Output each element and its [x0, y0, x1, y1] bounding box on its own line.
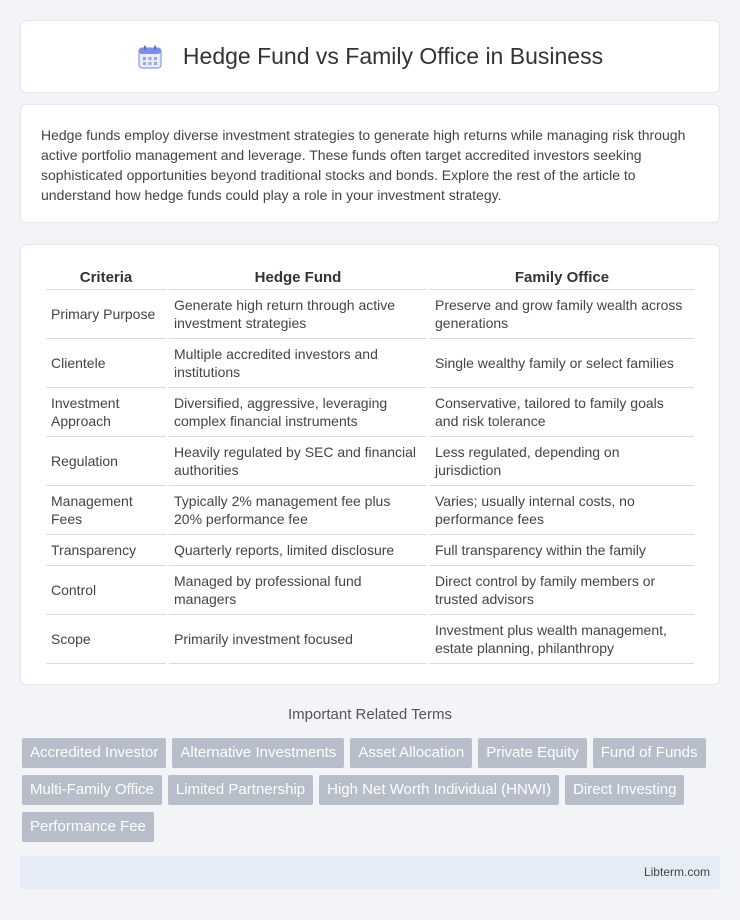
column-header: Hedge Fund [169, 265, 427, 290]
table-cell: Direct control by family members or trusted advisors [430, 566, 694, 615]
related-terms-heading: Important Related Terms [288, 706, 452, 723]
table-cell: Heavily regulated by SEC and financial authorities [169, 437, 427, 486]
term-tag[interactable]: Private Equity [478, 738, 587, 768]
table-cell: Scope [46, 615, 166, 664]
column-header: Criteria [46, 265, 166, 290]
footer-site-link[interactable]: Libterm.com [643, 865, 710, 879]
table-cell: Managed by professional fund managers [169, 566, 427, 615]
table-header-row [46, 265, 694, 290]
table-cell: Primary Purpose [46, 290, 166, 339]
table-row [46, 290, 694, 339]
table-cell: Quarterly reports, limited disclosure [169, 535, 427, 566]
table-cell: Management Fees [46, 486, 166, 535]
calendar-icon [137, 44, 163, 70]
table-cell: Varies; usually internal costs, no performance fees [430, 486, 694, 535]
table-row [46, 535, 694, 566]
table-row [46, 486, 694, 535]
table-row [46, 437, 694, 486]
term-tag[interactable]: Fund of Funds [593, 738, 706, 768]
intro-card [20, 104, 720, 223]
related-terms-list [22, 738, 722, 842]
footer [20, 856, 720, 889]
table-cell: Transparency [46, 535, 166, 566]
table-cell: Full transparency within the family [430, 535, 694, 566]
table-cell: Regulation [46, 437, 166, 486]
comparison-table [43, 265, 697, 664]
term-tag[interactable]: Direct Investing [565, 775, 684, 805]
term-tag[interactable]: Alternative Investments [172, 738, 344, 768]
table-cell: Conservative, tailored to family goals and risk tolerance [430, 388, 694, 437]
table-cell: Multiple accredited investors and institutions [169, 339, 427, 388]
title-card [20, 20, 720, 93]
table-row [46, 388, 694, 437]
table-row [46, 339, 694, 388]
table-cell: Primarily investment focused [169, 615, 427, 664]
table-cell: Typically 2% management fee plus 20% performance fee [169, 486, 427, 535]
table-cell: Control [46, 566, 166, 615]
column-header: Family Office [430, 265, 694, 290]
table-cell: Investment plus wealth management, estate planning, philanthropy [430, 615, 694, 664]
table-cell: Less regulated, depending on jurisdiction [430, 437, 694, 486]
page-title-text: Hedge Fund vs Family Office in Business [182, 43, 604, 69]
term-tag[interactable]: Limited Partnership [168, 775, 313, 805]
table-row [46, 615, 694, 664]
table-row [46, 566, 694, 615]
term-tag[interactable]: Accredited Investor [22, 738, 166, 768]
table-cell: Single wealthy family or select families [430, 339, 694, 388]
term-tag[interactable]: High Net Worth Individual (HNWI) [319, 775, 559, 805]
term-tag[interactable]: Multi-Family Office [22, 775, 162, 805]
table-cell: Generate high return through active investment strategies [169, 290, 427, 339]
table-cell: Diversified, aggressive, leveraging complex financial instruments [169, 388, 427, 437]
intro-text: Hedge funds employ diverse investment strategies to generate high returns while managing risk through active portfolio management and leverage. These funds often target accredited investors seeking sophisticated opportunities beyond traditional stocks and bonds. Explore the rest of the article to understand how hedge funds could play a role in your investment strategy. [41, 127, 686, 203]
page-title [137, 43, 603, 70]
table-cell: Clientele [46, 339, 166, 388]
table-cell: Investment Approach [46, 388, 166, 437]
table-cell: Preserve and grow family wealth across generations [430, 290, 694, 339]
comparison-card [20, 244, 720, 685]
term-tag[interactable]: Asset Allocation [350, 738, 472, 768]
term-tag[interactable]: Performance Fee [22, 812, 154, 842]
